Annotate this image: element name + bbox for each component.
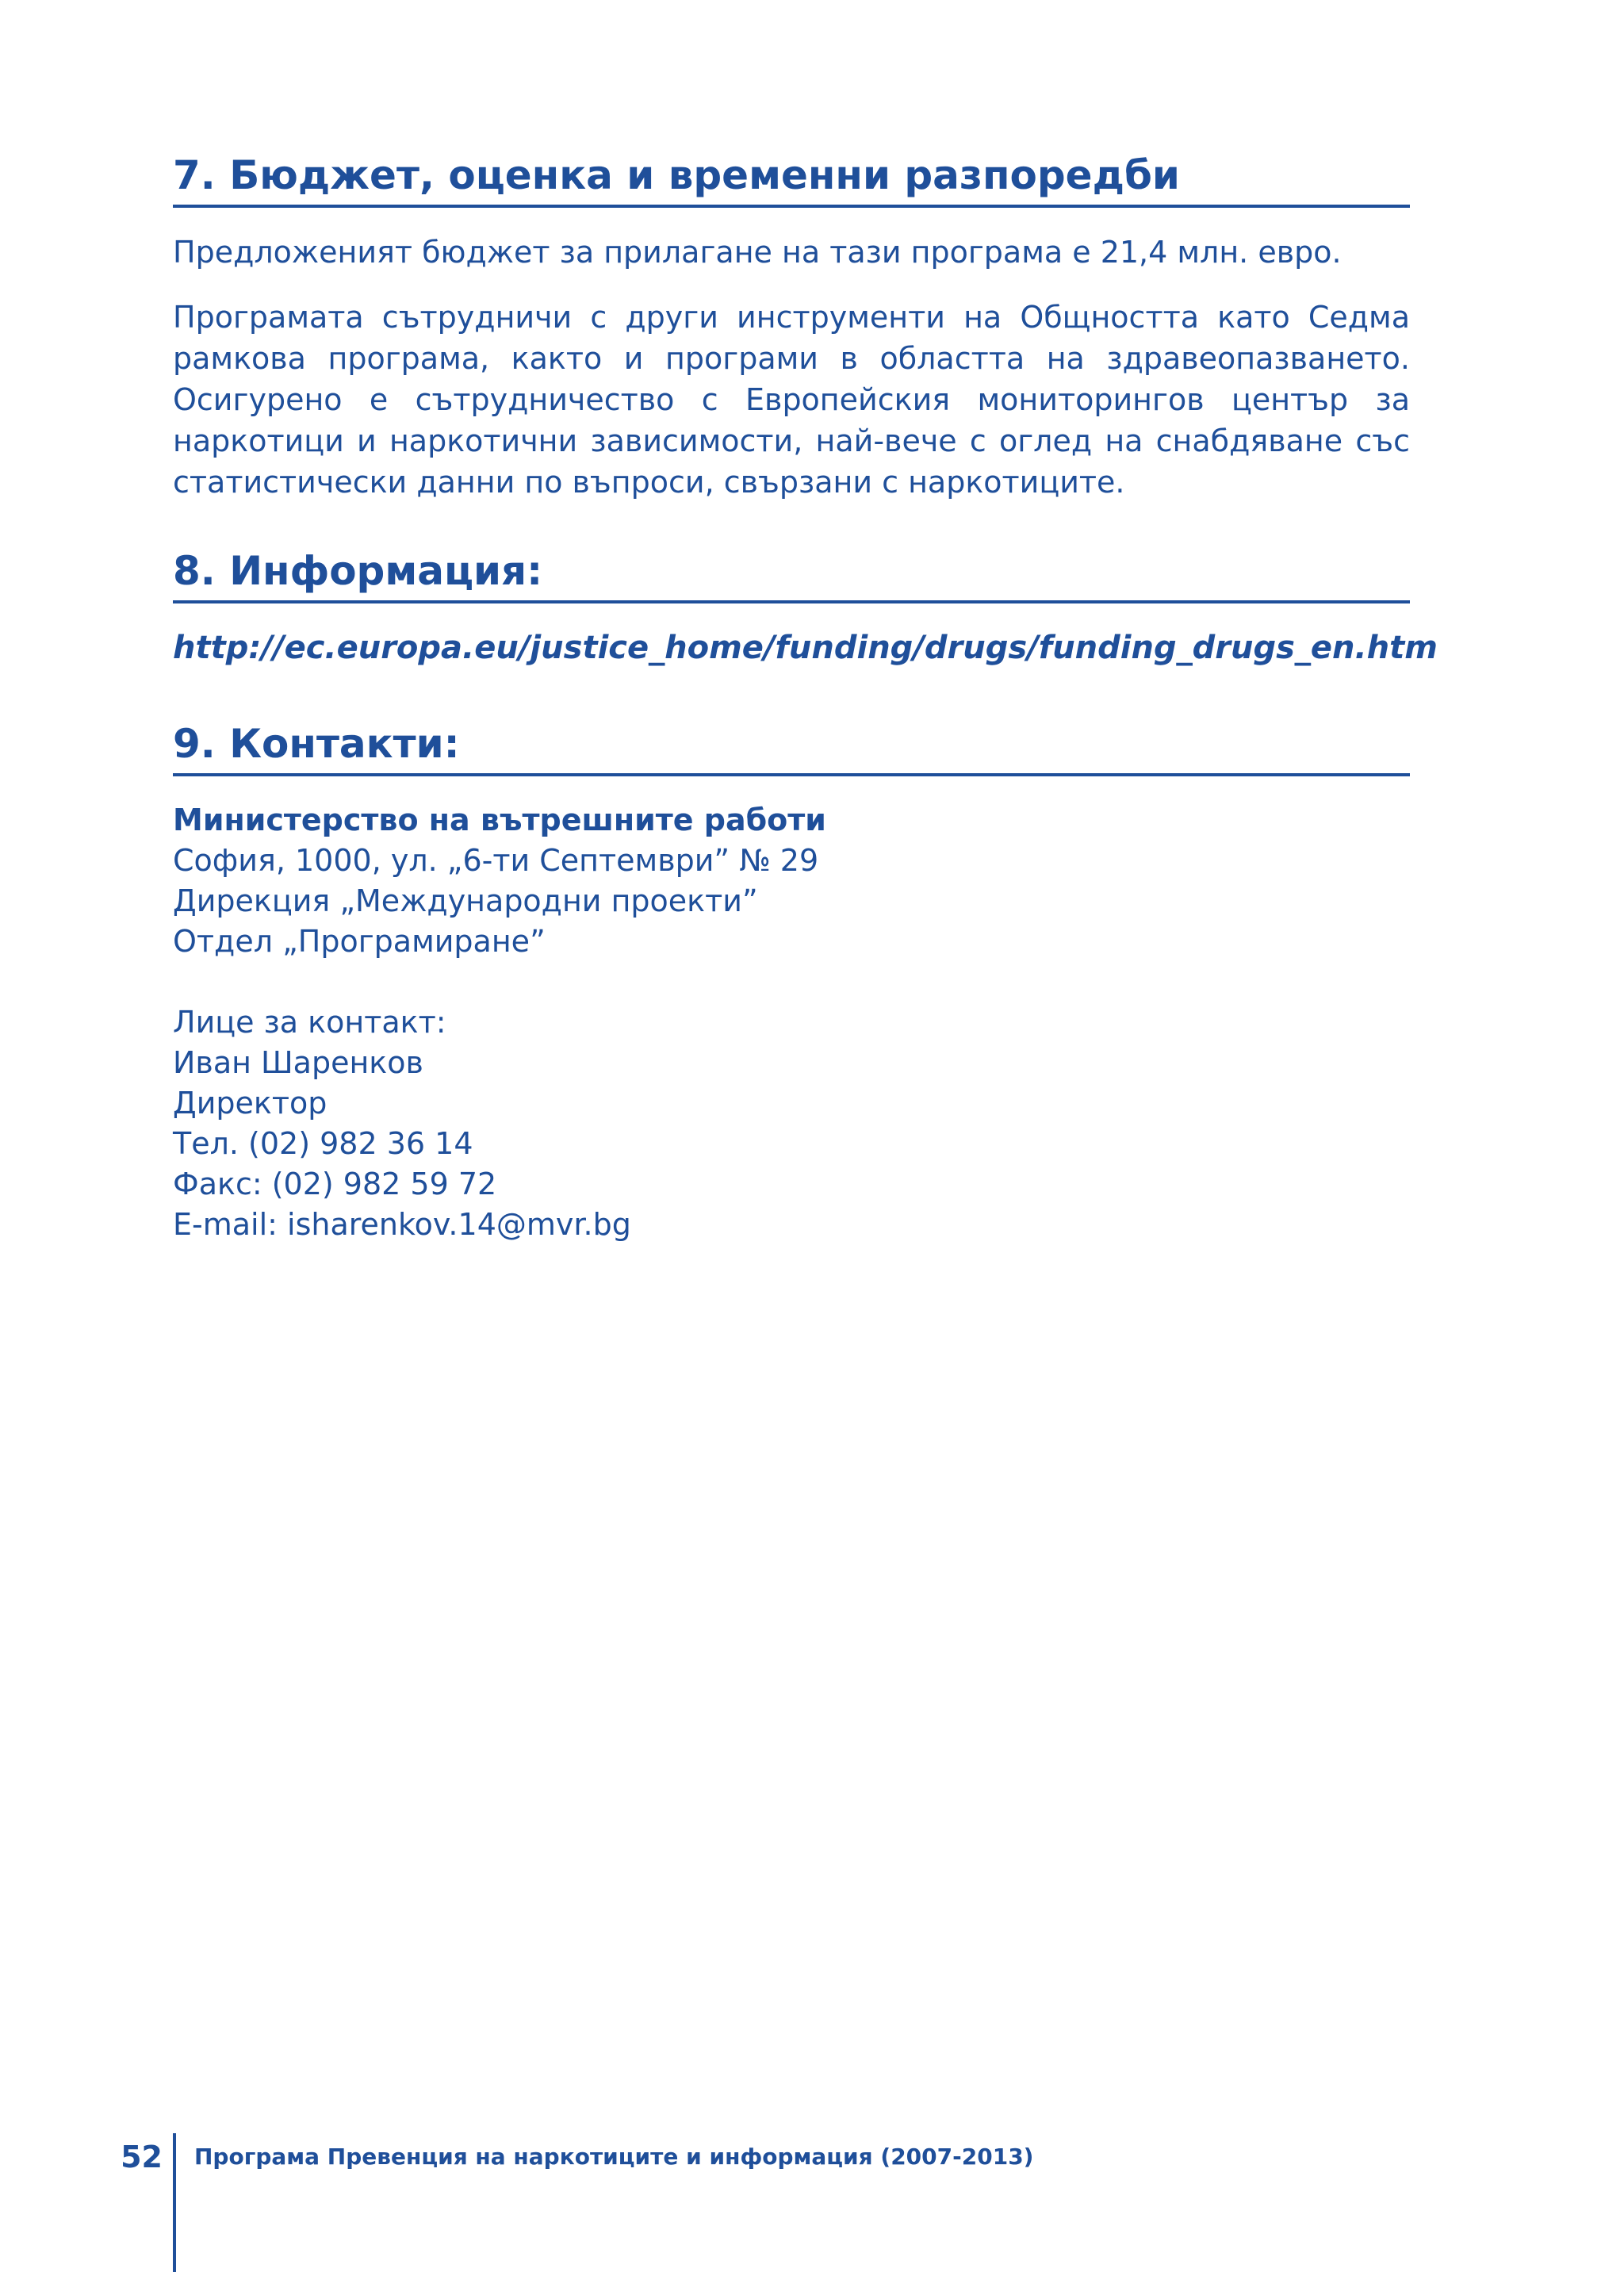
footer-divider [173, 2133, 176, 2272]
page-content [173, 151, 1438, 1245]
organization-address: София, 1000, ул. „6-ти Септември” № 29 [173, 843, 819, 878]
information-link[interactable]: http://ec.europa.eu/justice_home/funding/drugs/funding_drugs_en.htm [173, 630, 1438, 666]
contact-email[interactable]: E-mail: isharenkov.14@mvr.bg [173, 1207, 631, 1242]
section-7-heading: 7. Бюджет, оценка и временни разпоредби [173, 151, 1410, 208]
department-name: Отдел „Програмиране” [173, 924, 546, 959]
contact-fax: Факс: (02) 982 59 72 [173, 1167, 497, 1201]
directorate-name: Дирекция „Международни проекти” [173, 883, 758, 918]
contacts-spacer [173, 962, 1410, 1002]
section-9-heading: 9. Контакти: [173, 719, 1410, 776]
footer-title: Програма Превенция на наркотиците и информация (2007-2013) [194, 2144, 1034, 2170]
page-number: 52 [121, 2140, 163, 2174]
contact-person-position: Директор [173, 1086, 327, 1121]
budget-paragraph: Предложеният бюджет за прилагане на тази програма е 21,4 млн. евро. [173, 235, 1342, 270]
contact-person-label: Лице за контакт: [173, 1005, 446, 1040]
contacts-block [173, 800, 1410, 1245]
contact-person-name: Иван Шаренков [173, 1045, 423, 1080]
contact-phone: Тел. (02) 982 36 14 [173, 1126, 473, 1161]
cooperation-paragraph: Програмата сътрудничи с други инструменти на Общността като Седма рамкова програма, както и програми в областта на здравеопазването. Осигурено е сътрудничество с Европейския мониторингов център за наркотици и наркотични зависимости, най-вече с оглед на снабдяване със статистически данни по въпроси, свързани с наркотиците. [173, 300, 1410, 500]
section-8-heading: 8. Информация: [173, 546, 1410, 603]
organization-name: Министерство на вътрешните работи [173, 803, 826, 837]
